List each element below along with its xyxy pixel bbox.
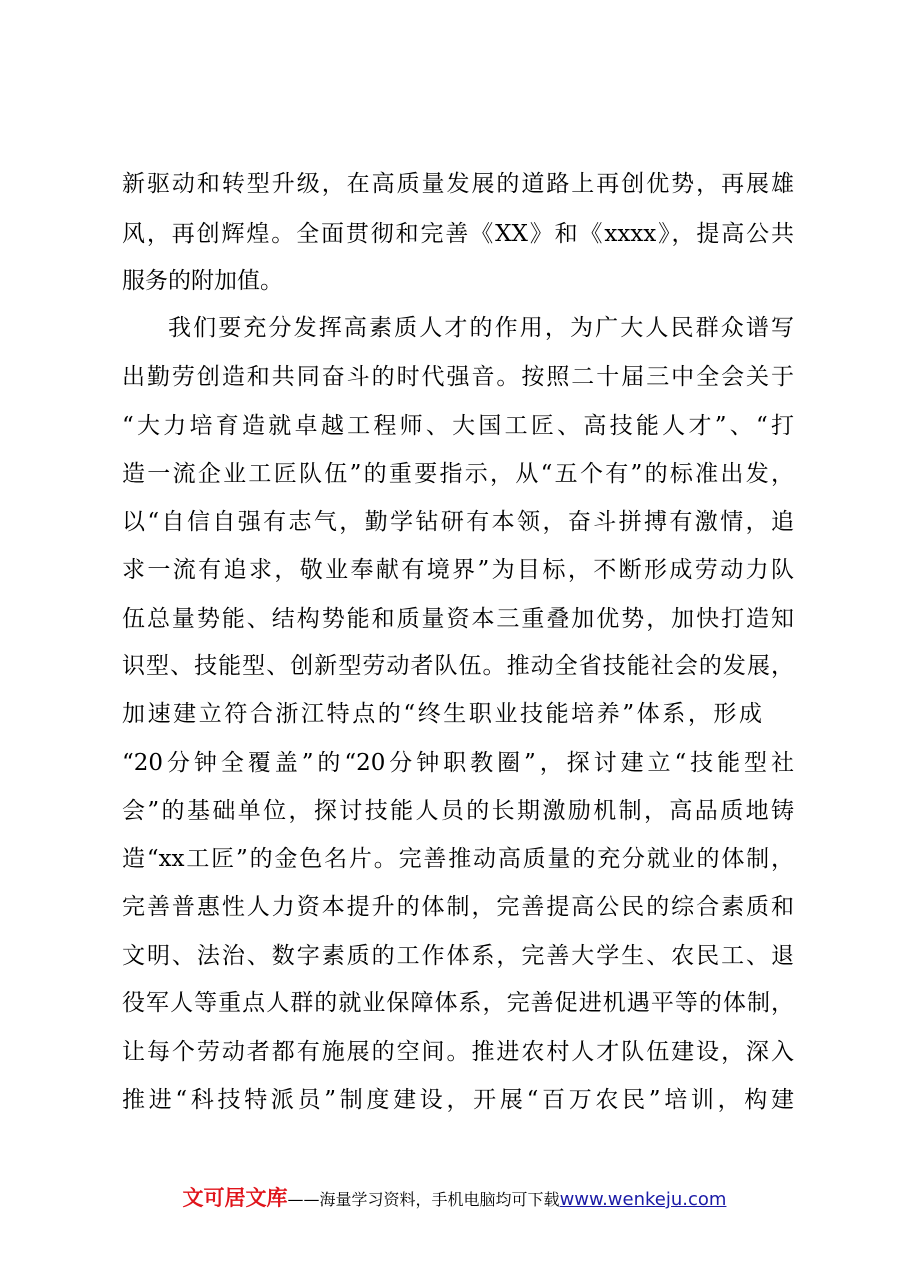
text-line: 出勤劳创造和共同奋斗的时代强音。按照二十届三中全会关于 [122,364,794,390]
text-line: 让每个劳动者都有施展的空间。推进农村人才队伍建设，深入 [122,1039,794,1065]
text-line: 以“自信自强有志气，勤学钻研有本领，奋斗拼搏有激情，追 [122,509,794,535]
text-line: 服务的附加值。 [122,268,283,294]
text-line: 完善普惠性人力资本提升的体制，完善提高公民的综合素质和 [122,894,794,920]
text-line: 文明、法治、数字素质的工作体系，完善大学生、农民工、退 [122,943,794,969]
footer-banner [0,1182,909,1212]
paragraph-first-line: 我们要充分发挥高素质人才的作用，为广大人民群众谱写 [168,315,794,341]
text-line: 求一流有追求，敬业奉献有境界”为目标，不断形成劳动力队 [122,557,794,583]
footer-slogan: ——海量学习资料，手机电脑均可下载 [287,1190,560,1209]
text-line: “20分钟全覆盖”的“20分钟职教圈”，探讨建立“技能型社 [122,750,794,776]
text-line: 新驱动和转型升级，在高质量发展的道路上再创优势，再展雄 [122,171,794,197]
text-line: 加速建立符合浙江特点的“终生职业技能培养”体系，形成 [122,701,762,727]
text-line: 造一流企业工匠队伍”的重要指示，从“五个有”的标准出发， [122,461,794,487]
footer-website-link[interactable]: www.wenkeju.com [559,1189,727,1210]
text-line: 造“xx工匠”的金色名片。完善推动高质量的充分就业的体制， [122,846,794,872]
text-line: 会”的基础单位，探讨技能人员的长期激励机制，高品质地铸 [122,798,794,824]
text-line: 风，再创辉煌。全面贯彻和完善《XX》和《xxxx》，提高公共 [122,221,794,247]
footer-brand: 文可居文库 [182,1186,288,1210]
text-line: 役军人等重点人群的就业保障体系，完善促进机遇平等的体制， [122,990,794,1016]
text-line: 推进“科技特派员”制度建设，开展“百万农民”培训，构建 [122,1087,794,1113]
text-line: 伍总量势能、结构势能和质量资本三重叠加优势，加快打造知 [122,606,794,632]
text-line: 识型、技能型、创新型劳动者队伍。推动全省技能社会的发展， [122,653,794,679]
text-line: “大力培育造就卓越工程师、大国工匠、高技能人才”、“打 [122,413,794,439]
